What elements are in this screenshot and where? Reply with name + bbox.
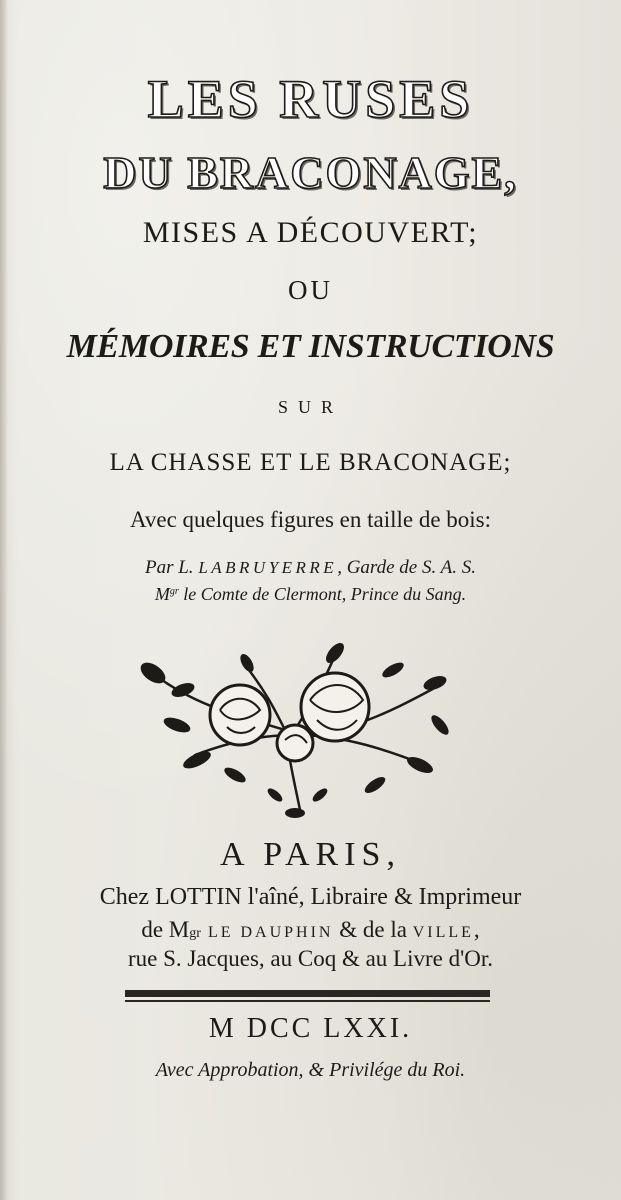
author-title-sup: gr: [169, 586, 179, 597]
floral-woodcut-ornament-icon: [135, 635, 460, 820]
imprint-city: A PARIS,: [220, 836, 401, 873]
author-par: Par L.: [144, 557, 194, 578]
subtitle-sur: SUR: [277, 397, 343, 417]
subtitle-line-1: MISES A DÉCOUVERT;: [142, 216, 479, 249]
author-role: , Garde de S. A. S.: [337, 557, 476, 578]
decorative-rule-thick: [125, 990, 490, 997]
subtitle-or: OU: [288, 275, 333, 305]
subtitle-line-2: MÉMOIRES ET INSTRUCTIONS: [66, 328, 555, 365]
imprint-printer-line-2-sup: gr: [189, 926, 201, 941]
figures-note: Avec quelques figures en taille de bois:: [129, 507, 492, 532]
title-line-2: DU BRACONAGE,: [103, 147, 518, 198]
imprint-printer-line-2-ville: VILLE: [412, 924, 474, 941]
imprint-printer-line-2: [0, 918, 621, 941]
author-patron-line: [0, 585, 621, 603]
imprint-printer-line-1: Chez LOTTIN l'aîné, Libraire & Imprimeur: [99, 884, 522, 910]
imprint-printer-line-2-prefix: de M: [141, 917, 190, 942]
privilege-line: Avec Approbation, & Privilége du Roi.: [155, 1059, 466, 1081]
imprint-printer-line-2-end: ,: [473, 917, 480, 942]
imprint-address: rue S. Jacques, au Coq & au Livre d'Or.: [127, 946, 494, 971]
decorative-rule-thin: [125, 1000, 490, 1002]
title-line-1: LES RUSES: [147, 69, 474, 129]
author-title-rest: le Comte de Clermont, Prince du Sang.: [178, 584, 467, 604]
imprint-printer-line-2-mid: & de la: [333, 917, 413, 942]
author-line: [0, 558, 621, 577]
publication-year: M DCC LXXI.: [208, 1013, 413, 1044]
imprint-printer-line-2-name: LE DAUPHIN: [200, 924, 334, 941]
author-title-prefix: M: [154, 584, 170, 604]
subtitle-line-3: LA CHASSE ET LE BRACONAGE;: [109, 449, 512, 476]
author-name: LABRUYERRE: [198, 558, 338, 577]
